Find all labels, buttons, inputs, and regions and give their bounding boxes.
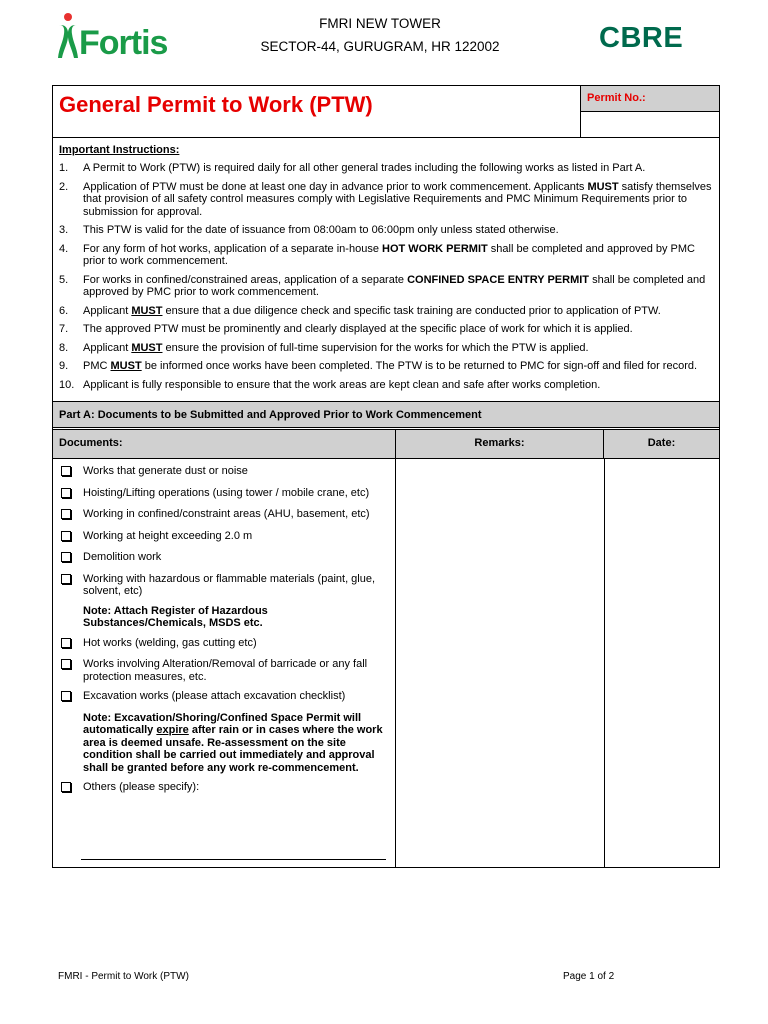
- document-checklist-item: [59, 530, 389, 545]
- text-run: Applicant: [83, 304, 132, 317]
- text-run: MUST: [131, 304, 163, 317]
- text-run: PMC: [83, 360, 111, 372]
- instruction-text: [83, 360, 713, 373]
- document-checklist-item: [59, 487, 389, 502]
- checkbox-icon[interactable]: [59, 508, 83, 523]
- instruction-item: [59, 274, 713, 299]
- checkbox-icon[interactable]: [59, 573, 83, 598]
- document-label: Hot works (welding, gas cutting etc): [83, 636, 257, 649]
- instruction-item: [59, 342, 713, 355]
- instruction-number: 4.: [59, 242, 69, 255]
- instruction-item: [59, 323, 713, 336]
- checkbox-icon[interactable]: [59, 781, 83, 796]
- text-run: MUST: [110, 360, 142, 372]
- instruction-number: 5.: [59, 273, 69, 286]
- col-remarks: Remarks:: [396, 430, 604, 458]
- text-run: Application of PTW must be done at least one day in advance prior to work commencement. Applicants: [83, 180, 588, 193]
- document-checklist-item: [59, 573, 389, 598]
- instruction-item: [59, 224, 713, 237]
- instruction-text: [83, 342, 713, 355]
- document-note: [59, 605, 389, 630]
- instruction-item: [59, 243, 713, 268]
- checkbox-icon[interactable]: [59, 690, 83, 705]
- text-run: ensure that a due diligence check and specific task training are conducted prior to application of PTW.: [162, 304, 661, 317]
- instruction-text: [83, 274, 713, 299]
- instruction-text: [83, 323, 713, 336]
- text-run: For any form of hot works, application of a separate in-house: [83, 242, 382, 255]
- fortis-symbol-icon: [55, 12, 81, 62]
- instruction-number: 2.: [59, 180, 69, 193]
- instruction-text: [83, 224, 713, 237]
- instruction-text: [83, 181, 713, 219]
- specify-line[interactable]: [81, 859, 386, 860]
- instruction-text: [83, 162, 713, 175]
- fortis-logo: [55, 12, 195, 64]
- document-checklist-item: [59, 658, 389, 683]
- title-cell: [53, 86, 581, 137]
- document-checklist-item: [59, 637, 389, 652]
- document-label: Works involving Alteration/Removal of barricade or any fall protection measures, etc.: [83, 658, 368, 683]
- instructions-title: Important Instructions:: [59, 144, 180, 156]
- instruction-text: [83, 305, 713, 318]
- permit-number-label: Permit No.:: [581, 86, 719, 112]
- text-run: Applicant is fully responsible to ensure that the work areas are kept clean and safe after works completion.: [83, 378, 601, 391]
- document-checklist-item: [59, 465, 389, 480]
- part-a-header: Part A: Documents to be Submitted and Approved Prior to Work Commencement: [53, 401, 719, 428]
- instruction-number: 7.: [59, 323, 69, 335]
- text-run: Applicant: [83, 341, 132, 354]
- document-label: Working at height exceeding 2.0 m: [83, 529, 253, 542]
- instruction-item: [59, 181, 713, 219]
- text-run: For works in confined/constrained areas, application of a separate: [83, 273, 408, 286]
- checkbox-icon[interactable]: [59, 530, 83, 545]
- instruction-text: [83, 379, 713, 392]
- permit-form: [52, 85, 720, 868]
- col-date: Date:: [647, 437, 676, 449]
- checkbox-icon[interactable]: [59, 637, 83, 652]
- instruction-number: 8.: [59, 341, 69, 354]
- page-header: [0, 0, 768, 80]
- instruction-item: [59, 360, 713, 373]
- text-run: A Permit to Work (PTW) is required daily for all other general trades including the following works as listed in Part A.: [83, 162, 646, 174]
- instruction-number: 9.: [59, 360, 69, 372]
- documents-column: [53, 459, 396, 867]
- document-checklist-item: [59, 551, 389, 566]
- address-line-1: FMRI NEW TOWER: [319, 16, 441, 31]
- text-run: Note: Excavation/Shoring/Confined Space Permit will automatically: [83, 711, 362, 736]
- col-documents: Documents:: [53, 430, 396, 458]
- text-run: HOT WORK PERMIT: [382, 242, 488, 255]
- footer-page-number: Page 1 of 2: [563, 971, 615, 982]
- permit-number-field[interactable]: [581, 112, 719, 136]
- fortis-wordmark: Fortis: [79, 24, 168, 62]
- text-run: ensure the provision of full-time supervision for the works for which the PTW is applied.: [162, 341, 589, 354]
- instruction-number: 10.: [59, 378, 75, 391]
- instructions-list: [59, 162, 713, 391]
- text-run: MUST: [131, 341, 163, 354]
- checkbox-icon[interactable]: [59, 487, 83, 502]
- instruction-number: 1.: [59, 162, 69, 174]
- checkbox-icon[interactable]: [59, 465, 83, 480]
- text-run: satisfy themselves that provision of all safety control measures comply with Legislative Requirements and PMC Minimum Requirements prior to submission for approval.: [83, 180, 712, 218]
- text-run: expire: [156, 724, 189, 736]
- text-run: after rain or in cases where the work area is deemed unsafe. Re-assessment on the site condition shall be carried out immediately and approval shall be granted before any work re-commencement.: [83, 724, 383, 774]
- cbre-logo: CBRE: [599, 22, 684, 54]
- text-run: shall be completed and approved by PMC prior to work commencement.: [83, 273, 706, 298]
- instruction-item: [59, 162, 713, 175]
- instruction-text: [83, 243, 713, 268]
- document-label: Hoisting/Lifting operations (using tower / mobile crane, etc): [83, 486, 370, 499]
- instruction-number: 6.: [59, 304, 69, 317]
- text-run: shall be completed and approved by PMC prior to work commencement.: [83, 242, 696, 267]
- checkbox-icon[interactable]: [59, 658, 83, 683]
- documents-table-body: [53, 459, 719, 867]
- text-run: MUST: [587, 180, 619, 193]
- form-title: General Permit to Work (PTW): [59, 92, 373, 117]
- date-column[interactable]: [605, 459, 719, 867]
- documents-table-header: [53, 429, 719, 459]
- text-run: Note: Attach Register of Hazardous Substances/Chemicals, MSDS etc.: [83, 604, 268, 629]
- document-label: Others (please specify):: [83, 781, 200, 793]
- text-run: CONFINED SPACE ENTRY PERMIT: [407, 273, 590, 286]
- instructions-section: [53, 138, 719, 401]
- document-label: Working with hazardous or flammable materials (paint, glue, solvent, etc): [83, 572, 376, 597]
- text-run: be informed once works have been completed. The PTW is to be returned to PMC for sign-off and filed for record.: [141, 360, 698, 372]
- document-note: [59, 712, 389, 775]
- document-label: Excavation works (please attach excavation checklist): [83, 690, 346, 702]
- document-label: Working in confined/constraint areas (AHU, basement, etc): [83, 508, 370, 520]
- address-line-2: SECTOR-44, GURUGRAM, HR 122002: [260, 39, 500, 54]
- footer-title: FMRI - Permit to Work (PTW): [58, 971, 189, 982]
- text-run: This PTW is valid for the date of issuance from 08:00am to 06:00pm only unless stated otherwise.: [83, 224, 559, 236]
- instruction-item: [59, 305, 713, 318]
- document-label: Demolition work: [83, 551, 162, 563]
- title-row: [53, 86, 719, 138]
- document-checklist-item: [59, 508, 389, 523]
- document-label: Works that generate dust or noise: [83, 465, 248, 477]
- instruction-item: [59, 379, 713, 392]
- document-checklist-item: [59, 781, 389, 796]
- permit-number-cell: [581, 86, 719, 137]
- text-run: The approved PTW must be prominently and clearly displayed at the specific place of work for which it is applied.: [83, 323, 633, 335]
- instruction-number: 3.: [59, 224, 69, 236]
- checkbox-icon[interactable]: [59, 551, 83, 566]
- document-checklist-item: [59, 690, 389, 705]
- remarks-column[interactable]: [396, 459, 605, 867]
